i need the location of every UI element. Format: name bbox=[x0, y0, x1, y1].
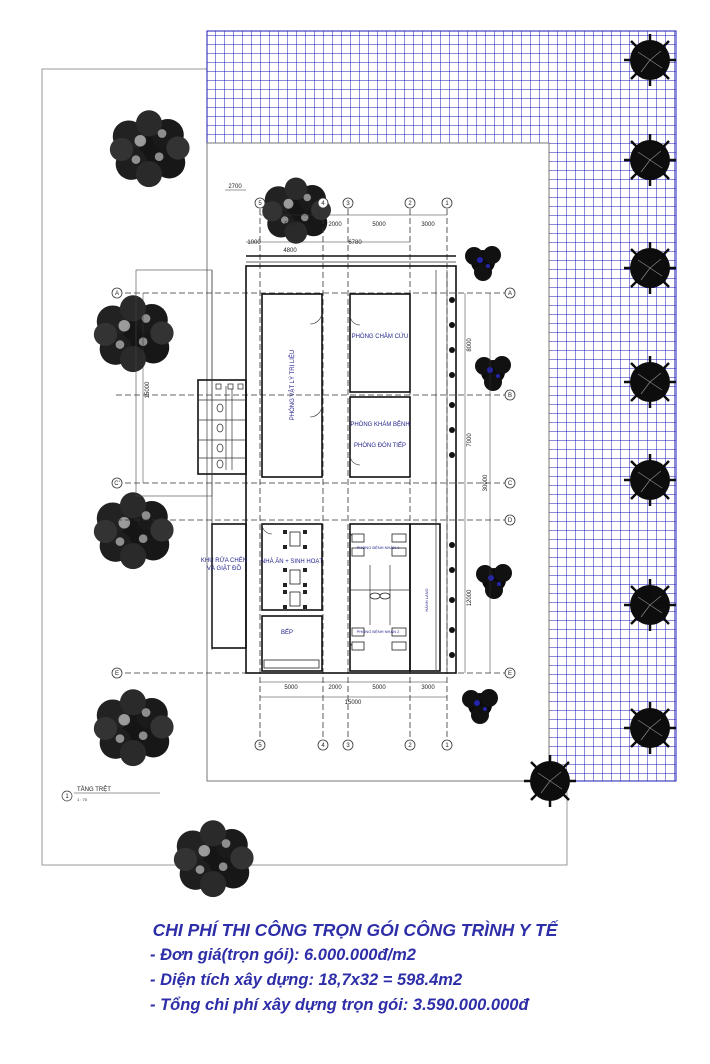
dim-bottom-d2: 2000 bbox=[328, 685, 342, 691]
grid-label-5-bottom: 5 bbox=[258, 743, 262, 749]
dim-top-d1: 5000 bbox=[284, 222, 298, 228]
view-title: TẦNG TRỆT bbox=[77, 787, 111, 793]
dim-left-l1: 15000 bbox=[145, 381, 151, 399]
room-rua-chen-1: KHU RỬA CHÉN bbox=[200, 558, 248, 564]
room-benh-nhan-2: PHÒNG BỆNH NHÂN 2 bbox=[356, 629, 400, 634]
grid-label-e: E bbox=[507, 671, 513, 677]
room-vat-ly-tri-lieu: PHÒNG VẬT LÝ TRỊ LIỆU bbox=[290, 349, 296, 421]
dim-top-w2: 4800 bbox=[283, 248, 297, 254]
cost-title: CHI PHÍ THI CÔNG TRỌN GÓI CÔNG TRÌNH Y TẾ bbox=[152, 920, 558, 940]
grid-label-3-bottom: 3 bbox=[346, 743, 350, 749]
dim-top-w4: 6780 bbox=[348, 240, 362, 246]
cost-unit-price: - Đơn giá(trọn gói): 6.000.000đ/m2 bbox=[150, 946, 416, 964]
grid-label-2-bottom: 2 bbox=[408, 743, 412, 749]
dim-right-r3: 12000 bbox=[467, 589, 473, 607]
grid-label-cp-left: C' bbox=[114, 481, 120, 487]
view-scale: 1 : 70 bbox=[77, 797, 88, 802]
cost-total: - Tổng chi phí xây dựng trọn gói: 3.590.000.000đ bbox=[150, 996, 529, 1014]
dim-top-w3: 1000 bbox=[247, 240, 261, 246]
grid-label-d: D bbox=[507, 518, 513, 524]
room-don-tiep: PHÒNG ĐÓN TIẾP bbox=[354, 443, 406, 449]
grid-label-1: 1 bbox=[445, 201, 449, 207]
dim-top-w1: 2700 bbox=[228, 184, 242, 190]
grid-label-4-bottom: 4 bbox=[321, 743, 325, 749]
room-kham-benh: PHÒNG KHÁM BỆNH bbox=[350, 422, 410, 428]
dim-top-d2: 2000 bbox=[328, 222, 342, 228]
room-hanh-lang: HÀNH LANG bbox=[424, 588, 429, 612]
dim-bottom-d1: 5000 bbox=[284, 685, 298, 691]
grid-label-5: 5 bbox=[258, 201, 262, 207]
dim-top-d3: 5000 bbox=[372, 222, 386, 228]
grid-label-a: A bbox=[507, 291, 513, 297]
grid-label-2: 2 bbox=[408, 201, 412, 207]
dim-right-total: 30000 bbox=[483, 474, 489, 492]
grid-label-a-left: A bbox=[114, 291, 120, 297]
view-number: 1 bbox=[65, 794, 69, 800]
grid-label-3: 3 bbox=[346, 201, 350, 207]
grid-label-1-bottom: 1 bbox=[445, 743, 449, 749]
cost-area: - Diện tích xây dựng: 18,7x32 = 598.4m2 bbox=[150, 971, 463, 989]
room-rua-chen-2: VÀ GIẶT ĐỒ bbox=[206, 566, 242, 572]
room-bep: BẾP bbox=[280, 630, 294, 636]
dim-right-r2: 7000 bbox=[467, 433, 473, 447]
grid-label-c: C bbox=[507, 481, 513, 487]
dim-top-d4: 3000 bbox=[421, 222, 435, 228]
dim-right-r1: 8000 bbox=[467, 338, 473, 352]
dim-bottom-total: 15000 bbox=[344, 700, 362, 706]
dim-bottom-d3: 5000 bbox=[372, 685, 386, 691]
dim-bottom-d4: 3000 bbox=[421, 685, 435, 691]
room-an-sinh-hoat: NHÀ ĂN + SINH HOẠT bbox=[260, 559, 324, 565]
room-cham-cuu: PHÒNG CHÂM CỨU bbox=[351, 334, 409, 340]
grid-label-e-left: E bbox=[114, 671, 120, 677]
grid-label-4: 4 bbox=[321, 201, 325, 207]
room-benh-nhan-1: PHÒNG BỆNH NHÂN 1 bbox=[356, 545, 400, 550]
grid-label-b: B bbox=[507, 393, 513, 399]
